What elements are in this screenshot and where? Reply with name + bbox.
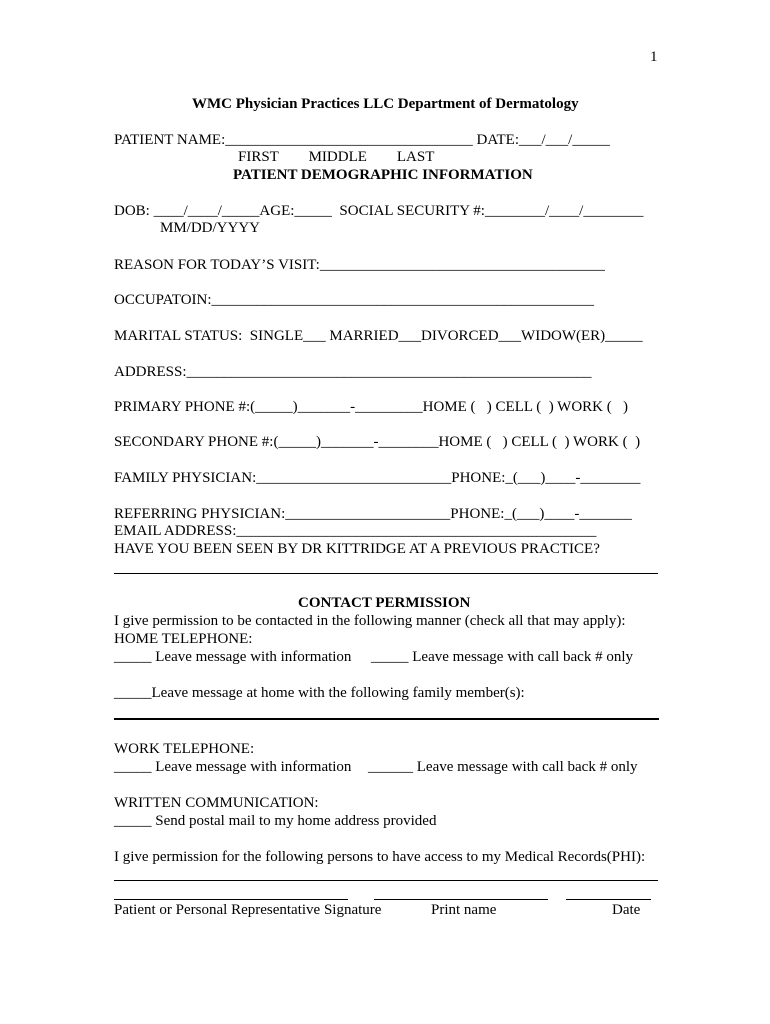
print-name-line[interactable] bbox=[374, 899, 548, 900]
occupation-field[interactable]: OCCUPATOIN:___________________________________________________ bbox=[114, 292, 595, 308]
primary-phone-field[interactable]: PRIMARY PHONE #:(_____)_______-_________HOME ( ) CELL ( ) WORK ( ) bbox=[114, 399, 628, 415]
records-persons-line[interactable] bbox=[114, 880, 658, 881]
previous-practice-question: HAVE YOU BEEN SEEN BY DR KITTRIDGE AT A PREVIOUS PRACTICE? bbox=[114, 541, 600, 557]
name-parts-caption: FIRST MIDDLE LAST bbox=[238, 149, 435, 165]
page-number: 1 bbox=[650, 49, 658, 65]
referring-physician-field[interactable]: REFERRING PHYSICIAN:______________________PHONE:_(___)____-_______ bbox=[114, 506, 632, 522]
family-physician-field[interactable]: FAMILY PHYSICIAN:__________________________PHONE:_(___)____-________ bbox=[114, 470, 641, 486]
records-permission-text: I give permission for the following persons to have access to my Medical Records(PHI): bbox=[114, 849, 646, 865]
dob-format-caption: MM/DD/YYYY bbox=[160, 220, 261, 236]
date-line[interactable] bbox=[566, 899, 651, 900]
work-callback-option[interactable]: ______ Leave message with call back # only bbox=[368, 759, 638, 775]
previous-practice-answer-line[interactable] bbox=[114, 573, 658, 574]
marital-status-field[interactable]: MARITAL STATUS: SINGLE___ MARRIED___DIVORCED___WIDOW(ER)_____ bbox=[114, 328, 643, 344]
address-field[interactable]: ADDRESS:______________________________________________________ bbox=[114, 364, 592, 380]
home-family-member-option[interactable]: _____Leave message at home with the following family member(s): bbox=[114, 685, 525, 701]
work-leave-info-option[interactable]: _____ Leave message with information bbox=[114, 759, 352, 775]
signature-label: Patient or Personal Representative Signature bbox=[114, 902, 382, 918]
written-communication-label: WRITTEN COMMUNICATION: bbox=[114, 795, 319, 811]
family-member-answer-line[interactable] bbox=[114, 718, 659, 720]
dob-field[interactable]: DOB: ____/____/_____AGE:_____ SOCIAL SECURITY #:________/____/________ bbox=[114, 203, 644, 219]
home-callback-option[interactable]: _____ Leave message with call back # only bbox=[371, 649, 634, 665]
patient-name-field[interactable]: PATIENT NAME:_________________________________ DATE:___/___/_____ bbox=[114, 132, 610, 148]
date-label: Date bbox=[612, 902, 641, 918]
signature-line[interactable] bbox=[114, 899, 348, 900]
secondary-phone-field[interactable]: SECONDARY PHONE #:(_____)_______-________HOME ( ) CELL ( ) WORK ( ) bbox=[114, 434, 641, 450]
contact-permission-heading: CONTACT PERMISSION bbox=[298, 595, 471, 611]
document-title: WMC Physician Practices LLC Department of Dermatology bbox=[192, 96, 579, 112]
reason-for-visit-field[interactable]: REASON FOR TODAY’S VISIT:______________________________________ bbox=[114, 257, 605, 273]
demographic-heading: PATIENT DEMOGRAPHIC INFORMATION bbox=[233, 167, 533, 183]
contact-intro: I give permission to be contacted in the following manner (check all that may apply): bbox=[114, 613, 626, 629]
email-field[interactable]: EMAIL ADDRESS:________________________________________________ bbox=[114, 523, 597, 539]
home-leave-info-option[interactable]: _____ Leave message with information bbox=[114, 649, 352, 665]
home-telephone-label: HOME TELEPHONE: bbox=[114, 631, 253, 647]
postal-mail-option[interactable]: _____ Send postal mail to my home address provided bbox=[114, 813, 437, 829]
print-name-label: Print name bbox=[431, 902, 497, 918]
work-telephone-label: WORK TELEPHONE: bbox=[114, 741, 255, 757]
